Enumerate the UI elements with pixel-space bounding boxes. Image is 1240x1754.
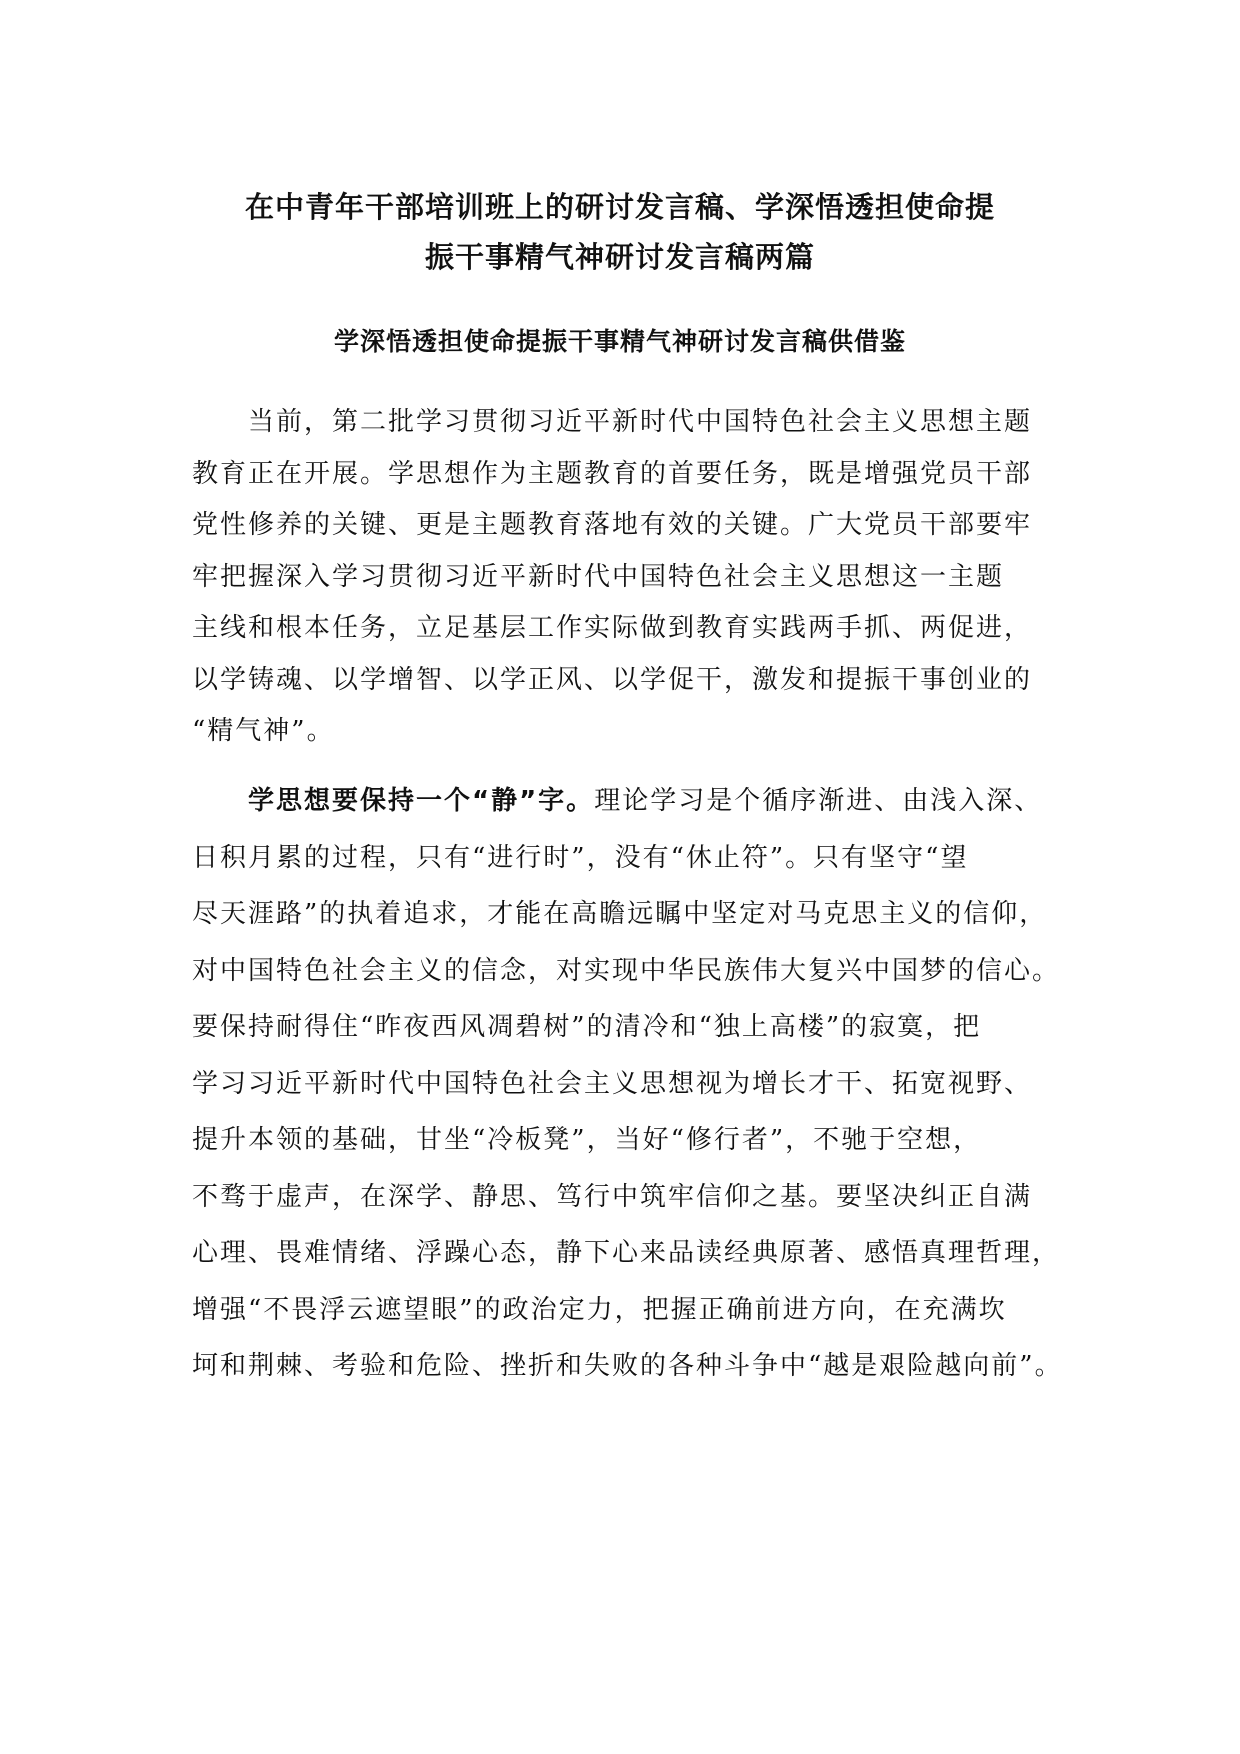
text-line: 以学铸魂、以学增智、以学正风、以学促干，激发和提振干事创业的: [192, 664, 1033, 695]
section-lead-heading: 学思想要保持一个“静”字。: [248, 786, 595, 816]
text-line: 党性修养的关键、更是主题教育落地有效的关键。广大党员干部要牢: [192, 510, 1033, 540]
text-line: 提升本领的基础，甘坐“冷板凳”，当好“修行者”，不驰于空想，: [192, 1125, 982, 1155]
text-line: 主线和根本任务，立足基层工作实际做到教育实践两手抓、两促进，: [192, 613, 1033, 643]
text-line: 日积月累的过程，只有“进行时”，没有“休止符”。只有坚守“望: [192, 842, 969, 873]
text-line: 学习习近平新时代中国特色社会主义思想视为增长才干、拓宽视野、: [192, 1068, 1033, 1099]
section-lead-text: 理论学习是个循序渐进、由浅入深、: [594, 786, 1043, 816]
text-line: 心理、畏难情绪、浮躁心态，静下心来品读经典原著、感悟真理哲理，: [192, 1238, 1061, 1268]
text-line: [192, 773, 1062, 830]
text-line: 增强“不畏浮云遮望眼”的政治定力，把握正确前进方向，在充满坎: [192, 1294, 1007, 1325]
text-line: 尽天涯路”的执着追求，才能在高瞻远瞩中坚定对马克思主义的信仰，: [192, 899, 1048, 929]
document-title: [150, 182, 1090, 282]
text-line: 不骛于虚声，在深学、静思、笃行中筑牢信仰之基。要坚决纠正自满: [192, 1181, 1033, 1212]
text-line: 要保持耐得住“昨夜西风凋碧树”的清冷和“独上高楼”的寂寞，把: [192, 1012, 982, 1042]
text-line: 牢把握深入学习贯彻习近平新时代中国特色社会主义思想这一主题: [192, 561, 1005, 592]
paragraph-intro: [192, 397, 1062, 758]
title-line: 振干事精气神研讨发言稿两篇: [424, 240, 815, 274]
text-line: 对中国特色社会主义的信念，对实现中华民族伟大复兴中国梦的信心。: [192, 955, 1061, 986]
text-line: 教育正在开展。学思想作为主题教育的首要任务，既是增强党员干部: [192, 458, 1033, 489]
text-line: 坷和荆棘、考验和危险、挫折和失败的各种斗争中“越是艰险越向前”。: [192, 1351, 1063, 1381]
text-line: “精气神”。: [192, 716, 335, 746]
text-line: 当前，第二批学习贯彻习近平新时代中国特色社会主义思想主题: [248, 407, 1033, 437]
paragraph-section-one: [192, 773, 1062, 1395]
title-line: 在中青年干部培训班上的研讨发言稿、学深悟透担使命提: [244, 190, 995, 224]
document-subtitle: 学深悟透担使命提振干事精气神研讨发言稿供借鉴: [333, 327, 906, 356]
